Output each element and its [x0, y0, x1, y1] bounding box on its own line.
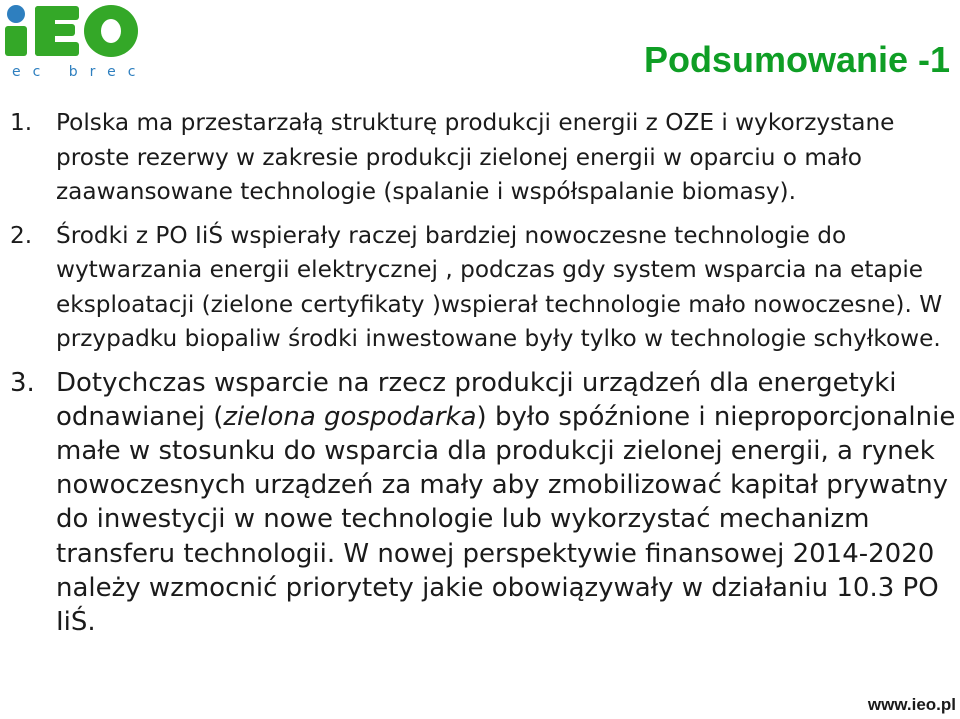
footer-url: www.ieo.pl — [867, 695, 956, 714]
list-item-number: 1. — [10, 109, 33, 136]
summary-list — [10, 106, 958, 648]
ieo-logo — [2, 2, 148, 86]
list-item-text: Środki z PO IiŚ wspierały raczej bardziej nowoczesne technologie do wytwarzania energii elektrycznej , podczas gdy system wsparcia na etapie eksploatacji (zielone certyfikaty )wspierał technologie mało nowoczesne). W przypadku biopaliw środki inwestowane były tylko w technologie schyłkowe. — [56, 221, 943, 352]
list-item — [10, 106, 958, 210]
list-item-text-part: Dotychczas wsparcie na rzecz produkcji urządzeń dla energetyki odnawianej ( — [56, 367, 897, 432]
list-item-text: Polska ma przestarzałą strukturę produkcji energii z OZE i wykorzystane proste rezerwy w zakresie produkcji zielonej energii w oparciu o mało zaawansowane technologie (spalanie i współspalanie biomasy). — [56, 109, 895, 205]
list-item-number: 3. — [10, 367, 35, 398]
list-item-text-italic: zielona gospodarka — [223, 401, 477, 432]
list-item-number: 2. — [10, 221, 33, 249]
list-item-text-part: ) było spóźnione i nieproporcjonalnie małe w stosunku do wsparcia dla produkcji zielonej energii, a rynek nowoczesnych urządzeń za mały aby zmobilizować kapitał prywatny do inwestycji w nowe technologie lub wykorzystać mechanizm transferu technologii. W nowej perspektywie finansowej 2014-2020 należy wzmocnić priorytety jakie obowiązywały w działaniu 10.3 PO IiŚ. — [56, 401, 956, 637]
list-item — [10, 219, 958, 357]
ieo-logo-mark — [2, 2, 142, 62]
logo-tagline: ec brec — [12, 64, 148, 80]
slide-title: Podsumowanie -1 — [643, 39, 950, 80]
list-item — [10, 366, 958, 640]
list-item-text — [56, 368, 955, 637]
